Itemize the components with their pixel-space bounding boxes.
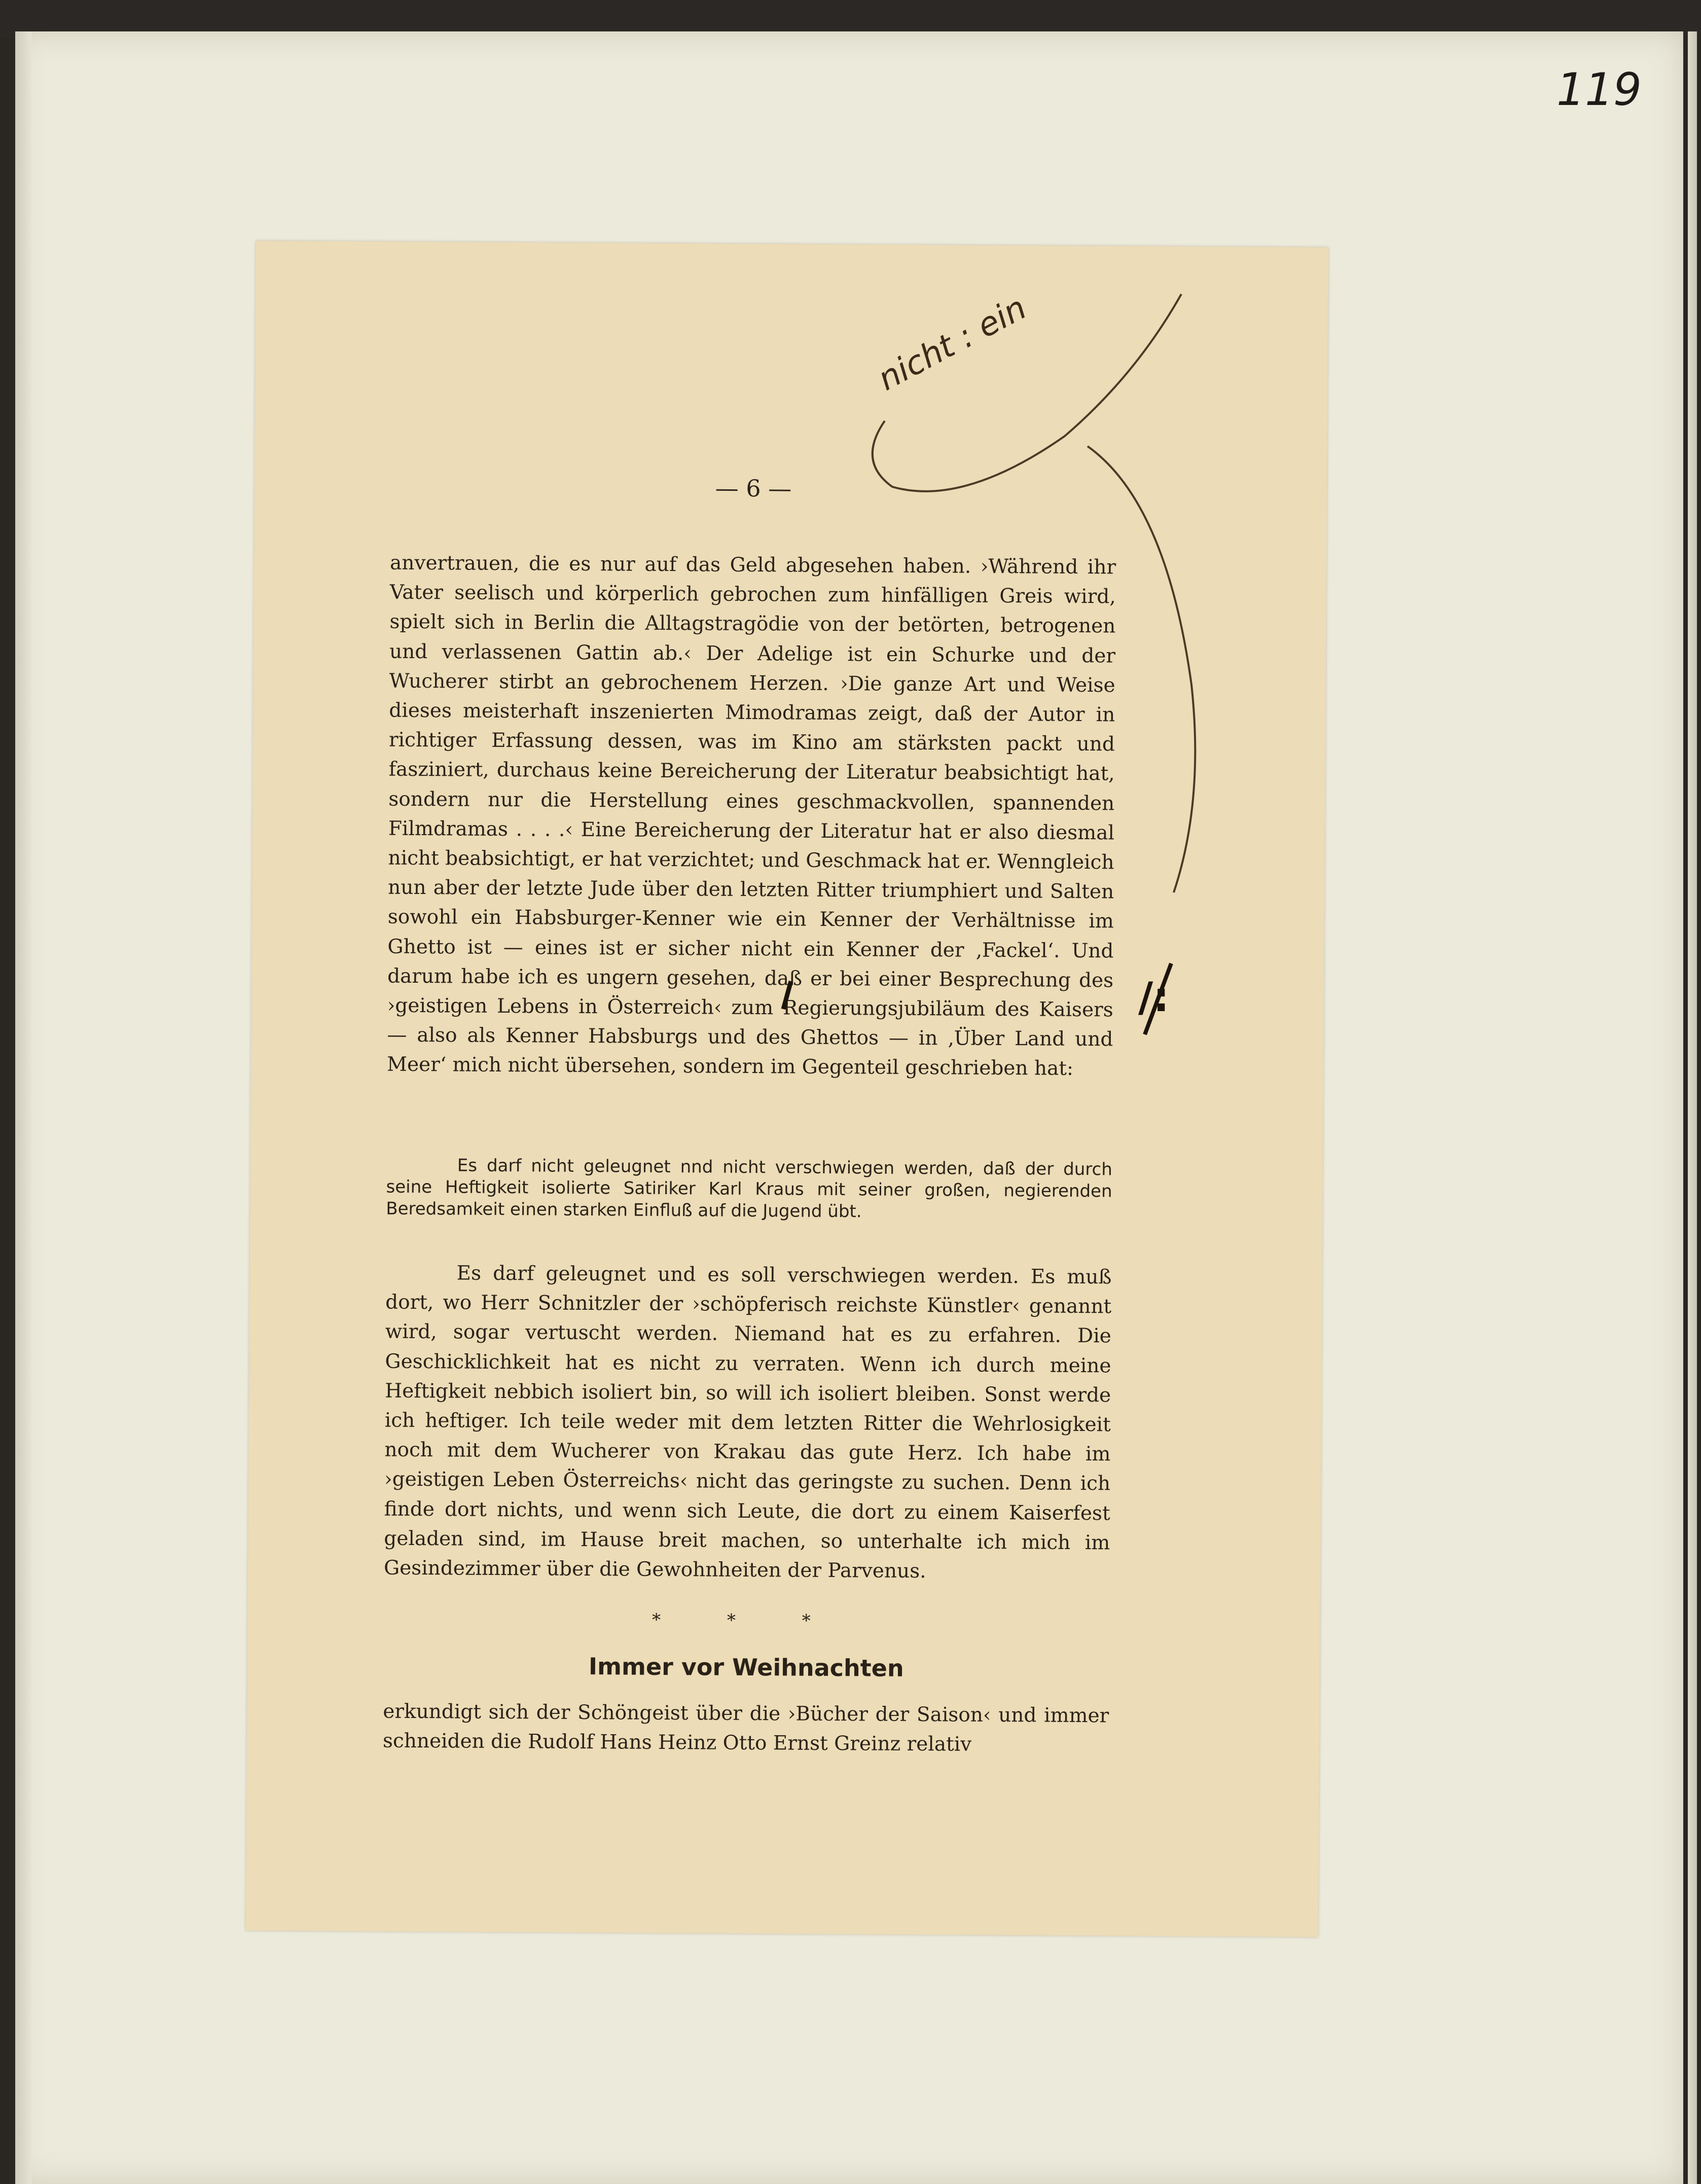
folio-number: 119 xyxy=(1557,63,1642,116)
paragraph-2: Es darf geleugnet und es soll verschwiegen werden. Es muß dort, wo Herr Schnitzler der ›schöpferisch reichste Künstler‹ genannt wird, sogar vertuscht werden. Niemand hat es zu erfahren. Die Geschicklichkeit hat es nicht zu verraten. Wenn ich durch meine Heftigkeit nebbich isoliert bin, so will ich isoliert bleiben. Sonst werde ich heftiger. Ich teile weder mit dem letzten Ritter die Wehrlosigkeit noch mit dem Wucherer von Krakau das gute Herz. Ich habe im ›geistigen Leben Österreichs‹ nicht das geringste zu suchen. Denn ich finde dort nichts, und wenn sich Leute, die dort zu einem Kaiserfest geladen sind, im Hause breit machen, so unterhalte ich mich im Gesindezimmer über die Gewohnheiten der Parvenus. xyxy=(383,1262,1112,1583)
section-title: Immer vor Weihnachten xyxy=(588,1653,904,1682)
page-number: — 6 — xyxy=(715,474,792,503)
section-separator: * * * xyxy=(652,1609,841,1632)
paragraph-3: erkundigt sich der Schöngeist über die ›Bücher der Saison‹ und immer schneiden die Rudolf Hans Heinz Otto Ernst Greinz relativ xyxy=(382,1700,1109,1756)
paragraph-1: anvertrauen, die es nur auf das Geld abgesehen haben. ›Während ihr Vater seelisch und körperlich gebrochen zum hinfälligen Greis wird, spielt sich in Berlin die Alltagstragödie von der betörten, betrogenen und verlassenen Gattin ab.‹ Der Adelige ist ein Schurke und der Wucherer stirbt an gebrochenem Herzen. ›Die ganze Art und Weise dieses meisterhaft inszenierten Mimodramas zeigt, daß der Autor in richtiger Erfassung dessen, was im Kino am stärksten packt und fasziniert, durchaus keine Bereicherung der Literatur beabsichtigt hat, sondern nur die Herstellung eines geschmackvollen, spannenden Filmdramas . . . .‹ Eine Bereicherung der Literatur hat er also diesmal nicht beabsichtigt, er hat verzichtet; und Geschmack hat er. Wenngleich nun aber der letzte Jude über den letzten Ritter triumphiert und Salten sowohl ein Habsburger-Kenner wie ein Kenner der Verhältnisse im Ghetto ist — eines ist er sicher nicht ein Kenner der ‚Fackel‘. Und darum habe ich es ungern gesehen, daß er bei einer Besprechung des ›geistigen Lebens in Österreich‹ zum Regierungsjubiläum des Kaisers — also als Kenner Habsburgs und des Ghettos — in ‚Über Land und Meer‘ mich nicht übersehen, sondern im Gegenteil geschrieben hat: xyxy=(386,551,1116,1081)
handwritten-note-margin: /: xyxy=(1138,974,1170,1021)
handwritten-note-top: nicht : ein xyxy=(872,289,1033,399)
block-quote: Es darf nicht geleugnet nnd nicht verschwiegen werden, daß der durch seine Heftigkeit isolierte Satiriker Karl Kraus mit seiner großen, negierenden Beredsamkeit einen starken Einfluß auf die Jugend übt. xyxy=(386,1155,1112,1222)
